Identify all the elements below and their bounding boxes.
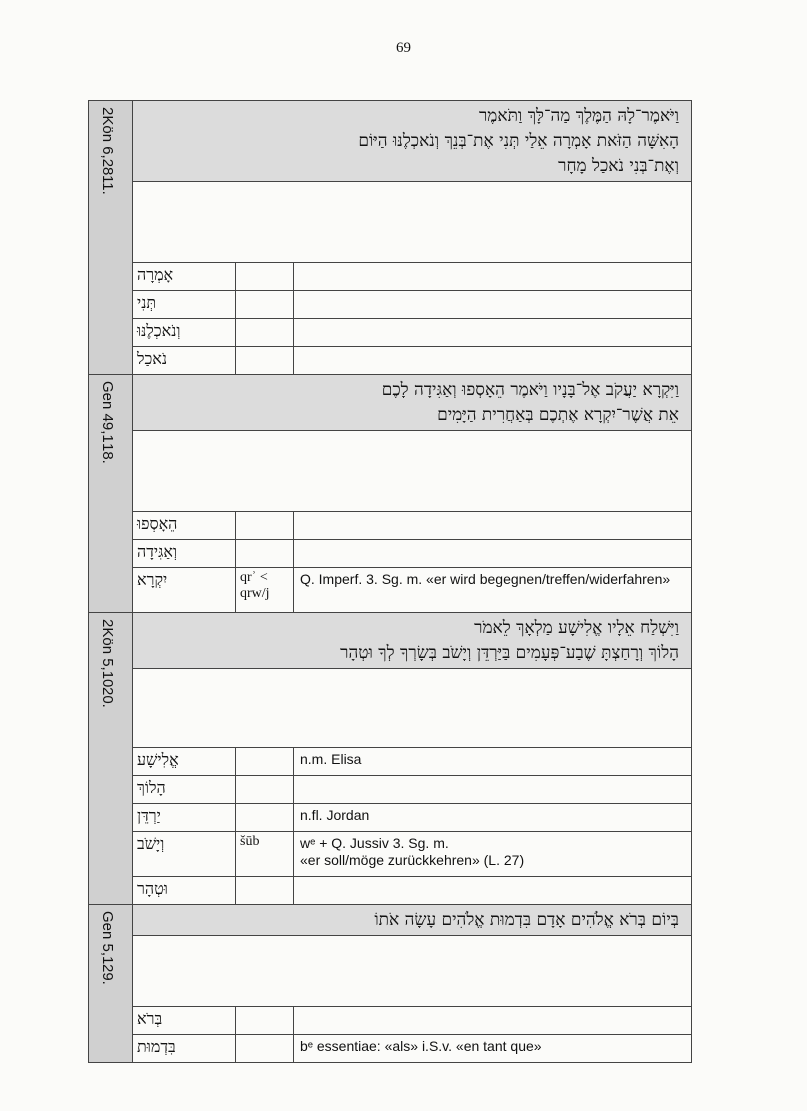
analysis-cell[interactable]: [294, 347, 692, 375]
exercise-table: [88, 100, 692, 1063]
verse-text: [133, 101, 692, 182]
root-cell[interactable]: [236, 319, 294, 347]
word-cell: בִּדְמוּת: [133, 1035, 236, 1063]
bible-reference: Gen 49,1: [99, 381, 116, 443]
word-cell: יִקְרָא: [133, 568, 236, 613]
word-cell: הָלוֹךְ: [133, 776, 236, 804]
word-row: [89, 776, 692, 804]
root-cell[interactable]: [236, 540, 294, 568]
analysis-line: wᵉ + Q. Jussiv 3. Sg. m.: [300, 835, 449, 851]
root-cell[interactable]: [236, 347, 294, 375]
root-cell[interactable]: [236, 776, 294, 804]
word-row: [89, 263, 692, 291]
exercise-reference: [89, 101, 133, 375]
word-cell: יַרְדֵּן: [133, 804, 236, 832]
root-cell[interactable]: qrʾ < qrw/j: [236, 568, 294, 613]
exercise-reference: [89, 375, 133, 613]
verse-text: [133, 613, 692, 669]
word-row: [89, 877, 692, 905]
page-number: 69: [396, 40, 411, 56]
analysis-cell[interactable]: Q. Imperf. 3. Sg. m. «er wird begegnen/treffen/widerfahren»: [294, 568, 692, 613]
translation-area[interactable]: [133, 936, 692, 1007]
word-row: [89, 1007, 692, 1035]
root-cell[interactable]: [236, 877, 294, 905]
analysis-cell[interactable]: [294, 291, 692, 319]
word-row: [89, 540, 692, 568]
word-cell: אֱלִישָׁע: [133, 748, 236, 776]
root-cell[interactable]: [236, 512, 294, 540]
word-row: [89, 512, 692, 540]
verse-text: [133, 375, 692, 431]
root-cell[interactable]: [236, 804, 294, 832]
analysis-cell[interactable]: bᵉ essentiae: «als» i.S.v. «en tant que»: [294, 1035, 692, 1063]
root-cell[interactable]: [236, 748, 294, 776]
verse-text: [133, 905, 692, 936]
exercise-reference: [89, 613, 133, 905]
word-cell: תְּנִי: [133, 291, 236, 319]
verse-line: וַיִּקְרָא יַעֲקֹב אֶל־בָּנָיו וַיֹּאמֶר הֵאָסְפוּ וְאַגִּידָה לָכֶם: [381, 380, 679, 400]
word-cell: נֹאכַל: [133, 347, 236, 375]
word-row: [89, 291, 692, 319]
verse-line: וְאֶת־בְּנִי נֹאכַל מָחָר: [558, 156, 679, 176]
translation-area[interactable]: [133, 431, 692, 512]
root-cell[interactable]: šūb: [236, 832, 294, 877]
word-cell: וְיָשֹׁב: [133, 832, 236, 877]
verse-line: וַיֹּאמֶר־לָהּ הַמֶּלֶךְ מַה־לָּךְ וַתֹּאמֶר: [478, 106, 679, 126]
bible-reference: 2Kön 5,10: [99, 619, 116, 688]
word-cell: בְּרֹא: [133, 1007, 236, 1035]
bible-reference: 2Kön 6,28: [99, 107, 116, 176]
bible-reference: Gen 5,1: [99, 911, 116, 965]
exercise-reference: [89, 905, 133, 1063]
exercise-row: [89, 613, 692, 669]
exercise-row: [89, 101, 692, 182]
verse-line: אֵת אֲשֶׁר־יִקְרָא אֶתְכֶם בְּאַחֲרִית הַיָּמִים: [437, 405, 679, 425]
analysis-cell[interactable]: n.m. Elisa: [294, 748, 692, 776]
analysis-cell[interactable]: [294, 832, 692, 877]
verse-line: הָאִשָּׁה הַזֹּאת אָמְרָה אֵלַי תְּנִי אֶת־בְּנֵךְ וְנֹאכְלֶנּוּ הַיּוֹם: [358, 131, 679, 151]
analysis-cell[interactable]: [294, 540, 692, 568]
analysis-cell[interactable]: [294, 1007, 692, 1035]
exercise-number: 20.: [99, 687, 116, 709]
word-row: [89, 748, 692, 776]
word-row: [89, 1035, 692, 1063]
root-cell[interactable]: [236, 1007, 294, 1035]
analysis-cell[interactable]: [294, 263, 692, 291]
word-row: [89, 804, 692, 832]
word-cell: וְאַגִּידָה: [133, 540, 236, 568]
verse-line: הָלוֹךְ וְרָחַצְתָּ שֶׁבַע־פְּעָמִים בַּיַּרְדֵּן וְיָשֹׁב בְּשָׂרְךָ לְךָ וּטְהָר: [340, 643, 679, 663]
exercise-number: 29.: [99, 964, 116, 986]
word-cell: הֵאָסְפוּ: [133, 512, 236, 540]
word-cell: וְנֹאכְלֶנּוּ: [133, 319, 236, 347]
root-cell[interactable]: [236, 1035, 294, 1063]
root-cell[interactable]: [236, 291, 294, 319]
exercise-row: [89, 375, 692, 431]
word-row: [89, 568, 692, 613]
translation-area[interactable]: [133, 669, 692, 748]
exercise-number: 18.: [99, 442, 116, 464]
word-row: [89, 319, 692, 347]
word-cell: וּטְהָר: [133, 877, 236, 905]
verse-line: בְּיוֹם בְּרֹא אֱלֹהִים אָדָם בִּדְמוּת אֱלֹהִים עָשָׂה אֹתוֹ: [374, 910, 679, 930]
word-cell: אָמְרָה: [133, 263, 236, 291]
word-row: [89, 832, 692, 877]
analysis-cell[interactable]: [294, 512, 692, 540]
analysis-line: «er soll/möge zurückkehren» (L. 27): [300, 852, 525, 868]
translation-area[interactable]: [133, 182, 692, 263]
exercise-number: 11.: [99, 175, 116, 196]
exercise-row: [89, 905, 692, 936]
analysis-cell[interactable]: [294, 319, 692, 347]
analysis-cell[interactable]: n.fl. Jordan: [294, 804, 692, 832]
analysis-cell[interactable]: [294, 877, 692, 905]
verse-line: וַיִּשְׁלַח אֵלָיו אֱלִישָׁע מַלְאָךְ לֵאמֹר: [474, 618, 679, 638]
word-row: [89, 347, 692, 375]
root-cell[interactable]: [236, 263, 294, 291]
analysis-cell[interactable]: [294, 776, 692, 804]
